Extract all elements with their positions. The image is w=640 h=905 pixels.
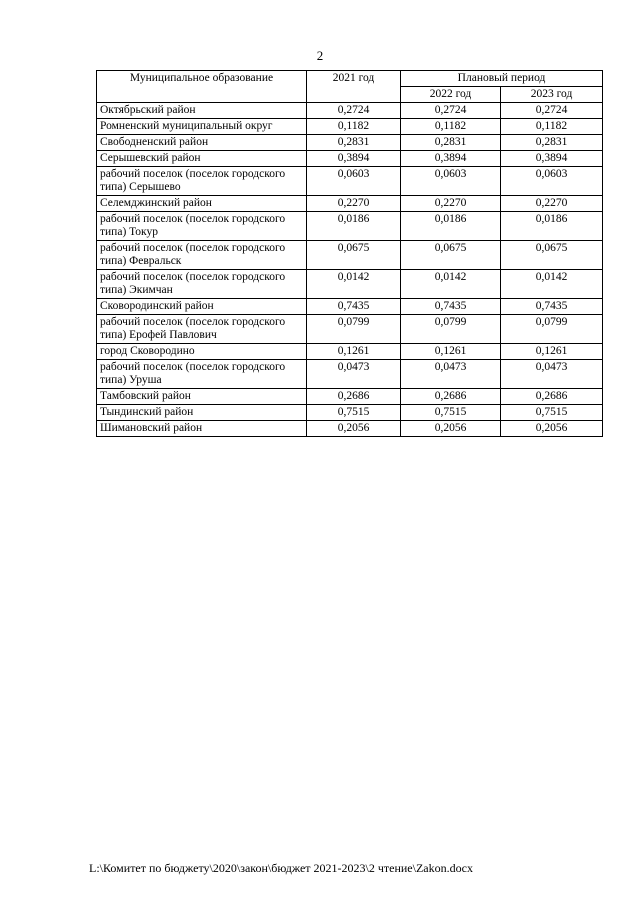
cell-municipality: Тамбовский район [97,389,307,405]
table-row [97,270,603,299]
cell-2023: 0,1261 [501,344,603,360]
table-row [97,119,603,135]
cell-2023: 0,0603 [501,167,603,196]
cell-municipality: город Сковородино [97,344,307,360]
cell-2021: 0,2270 [307,196,401,212]
table-row [97,405,603,421]
table-row [97,212,603,241]
cell-2023: 0,0186 [501,212,603,241]
cell-2022: 0,0473 [401,360,501,389]
cell-2021: 0,0142 [307,270,401,299]
cell-2021: 0,0799 [307,315,401,344]
header-year-2021: 2021 год [307,71,401,103]
cell-2023: 0,0799 [501,315,603,344]
table-row [97,360,603,389]
cell-2023: 0,2686 [501,389,603,405]
table-body [97,103,603,437]
table-row [97,103,603,119]
cell-municipality: Селемджинский район [97,196,307,212]
cell-2022: 0,1261 [401,344,501,360]
cell-2022: 0,2686 [401,389,501,405]
table-row [97,299,603,315]
cell-2022: 0,2056 [401,421,501,437]
cell-municipality: рабочий поселок (поселок городского типа) Уруша [97,360,307,389]
cell-2023: 0,7515 [501,405,603,421]
cell-2023: 0,2270 [501,196,603,212]
cell-2021: 0,0186 [307,212,401,241]
cell-municipality: Октябрьский район [97,103,307,119]
table-row [97,135,603,151]
cell-2023: 0,2056 [501,421,603,437]
table-row [97,344,603,360]
table-row [97,151,603,167]
cell-2022: 0,2270 [401,196,501,212]
cell-municipality: рабочий поселок (поселок городского типа) Серышево [97,167,307,196]
table-row [97,241,603,270]
cell-2021: 0,1182 [307,119,401,135]
cell-2022: 0,7515 [401,405,501,421]
cell-2021: 0,0675 [307,241,401,270]
cell-municipality: Ромненский муниципальный округ [97,119,307,135]
cell-municipality: Свободненский район [97,135,307,151]
cell-2022: 0,2831 [401,135,501,151]
header-year-2022: 2022 год [401,87,501,103]
cell-2022: 0,0186 [401,212,501,241]
cell-2022: 0,1182 [401,119,501,135]
cell-municipality: Сковородинский район [97,299,307,315]
cell-2022: 0,0142 [401,270,501,299]
cell-2021: 0,7515 [307,405,401,421]
cell-2023: 0,2724 [501,103,603,119]
table-row [97,167,603,196]
cell-2023: 0,0473 [501,360,603,389]
table-row [97,421,603,437]
cell-2021: 0,3894 [307,151,401,167]
cell-2023: 0,3894 [501,151,603,167]
table-row [97,389,603,405]
cell-2023: 0,1182 [501,119,603,135]
header-municipality: Муниципальное образование [97,71,307,103]
cell-2021: 0,0603 [307,167,401,196]
cell-municipality: рабочий поселок (поселок городского типа) Экимчан [97,270,307,299]
cell-2022: 0,0603 [401,167,501,196]
cell-2022: 0,7435 [401,299,501,315]
cell-municipality: рабочий поселок (поселок городского типа) Февральск [97,241,307,270]
cell-2021: 0,2686 [307,389,401,405]
cell-2023: 0,7435 [501,299,603,315]
table-row [97,315,603,344]
page-number: 2 [316,48,324,63]
table-row [97,196,603,212]
header-year-2023: 2023 год [501,87,603,103]
cell-2023: 0,2831 [501,135,603,151]
footer-file-path: L:\Комитет по бюджету\2020\закон\бюджет 2021-2023\2 чтение\Zakon.docx [89,861,473,875]
cell-2021: 0,0473 [307,360,401,389]
cell-2022: 0,0799 [401,315,501,344]
cell-2022: 0,2724 [401,103,501,119]
cell-2023: 0,0142 [501,270,603,299]
cell-2021: 0,2831 [307,135,401,151]
budget-table [96,70,603,437]
cell-2021: 0,2056 [307,421,401,437]
header-planning-period: Плановый период [401,71,603,87]
cell-2022: 0,0675 [401,241,501,270]
cell-2021: 0,7435 [307,299,401,315]
cell-municipality: Тындинский район [97,405,307,421]
cell-municipality: рабочий поселок (поселок городского типа) Ерофей Павлович [97,315,307,344]
cell-2023: 0,0675 [501,241,603,270]
cell-2021: 0,1261 [307,344,401,360]
cell-2021: 0,2724 [307,103,401,119]
table-header [97,71,603,103]
cell-municipality: Шимановский район [97,421,307,437]
cell-municipality: рабочий поселок (поселок городского типа) Токур [97,212,307,241]
cell-municipality: Серышевский район [97,151,307,167]
cell-2022: 0,3894 [401,151,501,167]
